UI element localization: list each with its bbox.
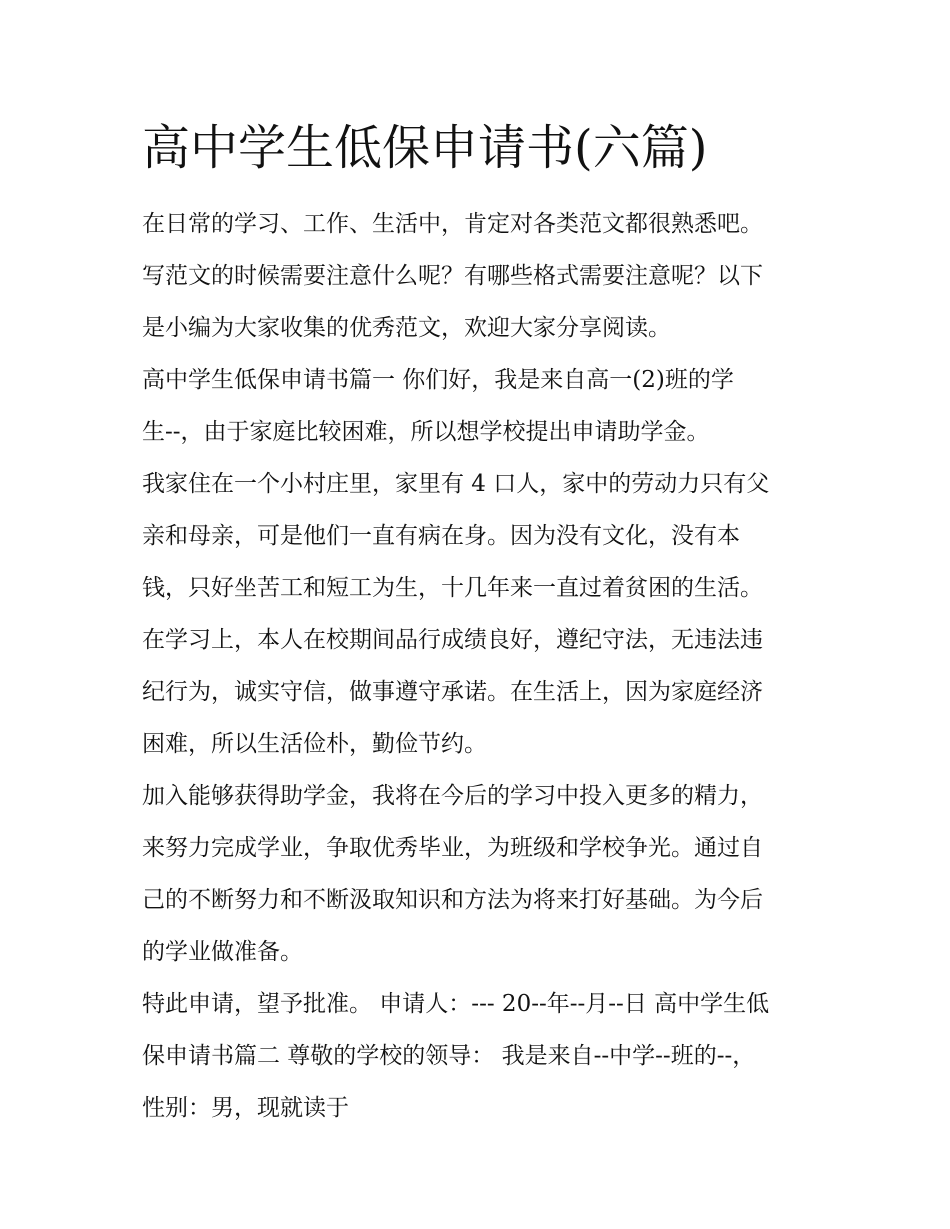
body-line: 在学习上，本人在校期间品行成绩良好，遵纪守法，无违法违 bbox=[142, 627, 763, 653]
body-line: 加入能够获得助学金，我将在今后的学习中投入更多的精力， bbox=[142, 783, 763, 809]
body-line: 写范文的时候需要注意什么呢？有哪些格式需要注意呢？以下 bbox=[142, 263, 763, 289]
body-line: 钱，只好坐苦工和短工为生，十几年来一直过着贫困的生活。 bbox=[142, 575, 763, 601]
body-line: 纪行为，诚实守信，做事遵守承诺。在生活上，因为家庭经济 bbox=[142, 679, 763, 705]
body-line: 保申请书篇二 尊敬的学校的领导： 我是来自--中学--班的--， bbox=[142, 1043, 756, 1069]
document-body bbox=[142, 198, 822, 1134]
body-line: 在日常的学习、工作、生活中，肯定对各类范文都很熟悉吧。 bbox=[142, 211, 763, 237]
body-line: 生--，由于家庭比较困难，所以想学校提出申请助学金。 bbox=[142, 419, 710, 445]
body-line: 性别：男，现就读于 bbox=[142, 1095, 349, 1121]
document-title: 高中学生低保申请书(六篇) bbox=[142, 120, 708, 176]
body-line: 的学业做准备。 bbox=[142, 939, 303, 965]
body-line: 来努力完成学业，争取优秀毕业，为班级和学校争光。通过自 bbox=[142, 835, 763, 861]
body-line: 高中学生低保申请书篇一 你们好，我是来自高一(2)班的学 bbox=[142, 367, 734, 393]
body-line: 是小编为大家收集的优秀范文，欢迎大家分享阅读。 bbox=[142, 315, 671, 341]
body-line: 困难，所以生活俭朴，勤俭节约。 bbox=[142, 731, 487, 757]
body-line: 我家住在一个小村庄里，家里有 4 口人，家中的劳动力只有父 bbox=[142, 471, 770, 497]
body-line: 亲和母亲，可是他们一直有病在身。因为没有文化，没有本 bbox=[142, 523, 740, 549]
body-line: 特此申请，望予批准。 申请人：--- 20--年--月--日 高中学生低 bbox=[142, 991, 770, 1017]
body-line: 己的不断努力和不断汲取知识和方法为将来打好基础。为今后 bbox=[142, 887, 763, 913]
